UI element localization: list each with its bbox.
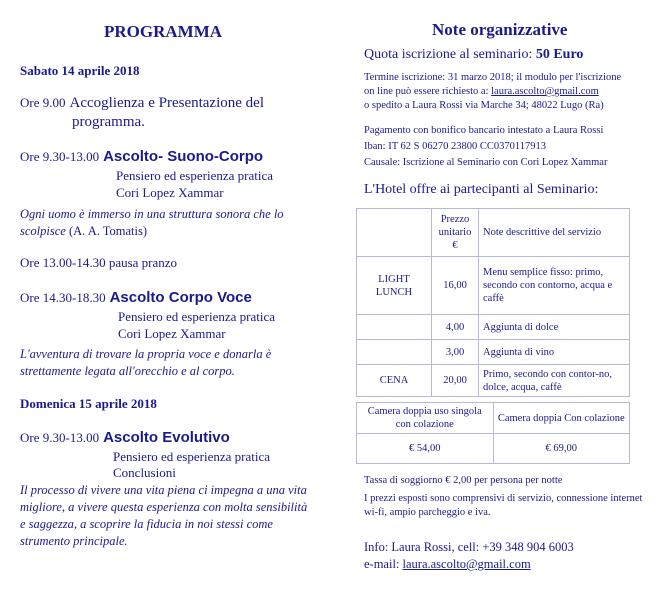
item2-title: Ascolto- Suono-Corpo [103, 148, 264, 165]
termine-email-link[interactable]: laura.ascolto@gmail.com [491, 86, 599, 97]
table-row [357, 365, 630, 397]
pagamento: Pagamento con bonifico bancario intestato a Laura Rossi [364, 125, 604, 136]
info: Info: Laura Rossi, cell: +39 348 904 6003 [364, 540, 574, 554]
room1-label: Camera doppia uso singola con colazione [357, 403, 494, 434]
quota-line [364, 47, 583, 63]
quote1 [20, 206, 320, 240]
item4-title: Ascolto Evolutivo [103, 429, 230, 446]
item4-time: Ore 9.30-13.00 [20, 430, 100, 445]
row-price: 16,00 [432, 257, 479, 315]
termine-line1: Termine iscrizione: 31 marzo 2018; il modulo per l'iscrizione [364, 72, 622, 83]
termine-text: on line può essere richiesto a: [364, 86, 489, 97]
day1-heading: Sabato 14 aprile 2018 [20, 63, 140, 78]
email-link[interactable]: laura.ascolto@gmail.com [402, 557, 531, 571]
table-row [357, 340, 630, 365]
programma-title: PROGRAMMA [104, 22, 223, 41]
termine-line2 [364, 85, 599, 99]
header-price: Prezzo unitario € [432, 209, 479, 257]
lunch-break: Ore 13.00-14.30 pausa pranzo [20, 255, 178, 270]
item3-line1: Pensiero ed esperienza pratica [118, 309, 276, 324]
rooms-prices [357, 434, 630, 464]
room2-price: € 69,00 [493, 434, 630, 464]
item4-line1: Pensiero ed esperienza pratica [113, 449, 271, 464]
tassa: Tassa di soggiorno € 2,00 per persona per notte [364, 475, 563, 486]
row-note: Primo, secondo con contor-no, dolce, acqua, caffè [479, 365, 630, 397]
termine-line3: o spedito a Laura Rossi via Marche 34; 48022 Lugo (Ra) [364, 100, 604, 111]
row-price: 4,00 [432, 315, 479, 340]
prezzi-note: I prezzi esposti sono comprensivi di servizio, connessione internet wi-fi, ampio parcheggio e iva. [364, 493, 643, 518]
quote1-author: (A. A. Tomatis) [68, 224, 148, 238]
rooms-table [356, 402, 630, 464]
hotel-table-header [357, 209, 630, 257]
room2-label: Camera doppia Con colazione [493, 403, 630, 434]
email-label: e-mail: [364, 557, 400, 571]
item1 [20, 94, 264, 112]
row-label [357, 315, 432, 340]
item2 [20, 148, 263, 166]
item1-text-cont: programma. [72, 114, 145, 130]
quota-value: 50 Euro [535, 47, 584, 62]
iban: Iban: IT 62 S 06270 23800 CC0370117913 [364, 141, 547, 152]
causale: Causale: Iscrizione al Seminario con Cori Lopez Xammar [364, 157, 608, 168]
rooms-header [357, 403, 630, 434]
row-price: 20,00 [432, 365, 479, 397]
item3-time: Ore 14.30-18.30 [20, 290, 106, 305]
quota-label: Quota iscrizione al seminario: [364, 47, 533, 62]
row-note: Aggiunta di vino [479, 340, 630, 365]
table-row [357, 315, 630, 340]
row-price: 3,00 [432, 340, 479, 365]
item2-line2: Cori Lopez Xammar [116, 185, 224, 200]
item1-text: Accoglienza e Presentazione del [69, 95, 264, 111]
item3-title: Ascolto Corpo Voce [109, 289, 252, 306]
hotel-table [356, 208, 630, 397]
quote3: Il processo di vivere una vita piena ci impegna a una vita migliore, a vivere questa esperienza con molta sensibilità e saggezza, a scoprire la fiducia in noi stessi come strumento principale. [20, 483, 308, 548]
quote2: L'avventura di trovare la propria voce e donarla è strettamente legata all'orecchio e al corpo. [20, 347, 272, 378]
note-title: Note organizzative [432, 20, 568, 39]
row-label: CENA [357, 365, 432, 397]
item3-line2: Cori Lopez Xammar [118, 326, 226, 341]
header-notes: Note descrittive del servizio [479, 209, 630, 257]
email-line [364, 557, 531, 572]
row-label [357, 340, 432, 365]
row-note: Aggiunta di dolce [479, 315, 630, 340]
item4-line2: Conclusioni [113, 465, 176, 480]
hotel-intro: L'Hotel offre ai partecipanti al Seminario: [364, 182, 599, 197]
table-row [357, 257, 630, 315]
day2-heading: Domenica 15 aprile 2018 [20, 396, 157, 411]
quote1-text: Ogni uomo è immerso in una struttura sonora che lo scolpisce [20, 207, 284, 238]
row-label: LIGHT LUNCH [357, 257, 432, 315]
item4 [20, 429, 230, 447]
item1-time: Ore 9.00 [20, 95, 66, 110]
row-note: Menu semplice fisso: primo, secondo con contorno, acqua e caffè [479, 257, 630, 315]
item2-time: Ore 9.30-13.00 [20, 149, 100, 164]
room1-price: € 54,00 [357, 434, 494, 464]
item3 [20, 289, 252, 307]
item2-line1: Pensiero ed esperienza pratica [116, 168, 274, 183]
header-empty [357, 209, 432, 257]
